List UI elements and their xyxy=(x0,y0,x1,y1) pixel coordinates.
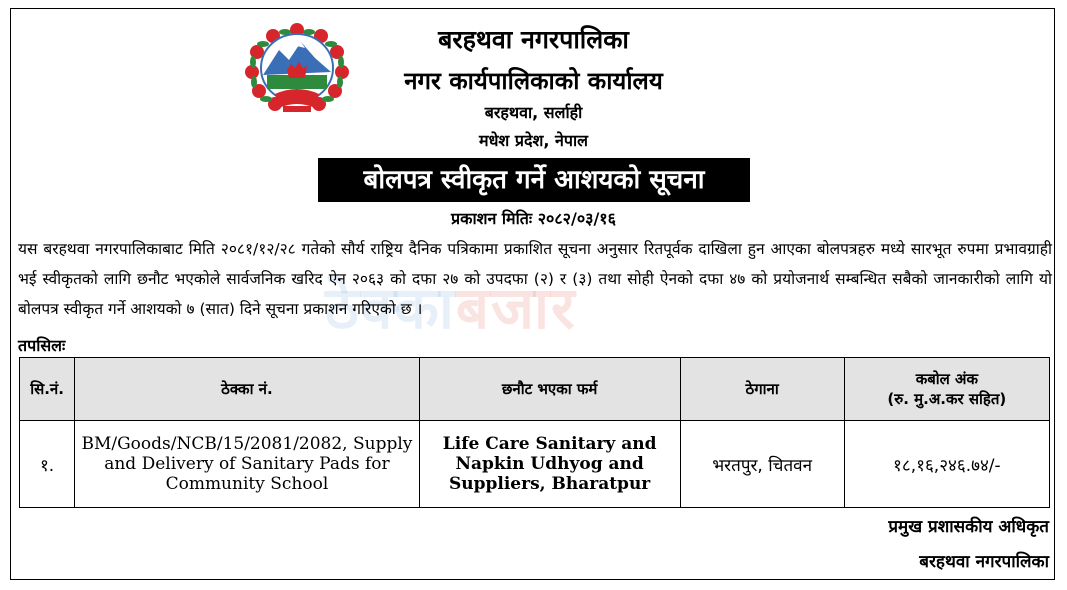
signatory-office: बरहथवा नगरपालिका xyxy=(919,552,1049,572)
header-selected-firm: छनौट भएका फर्म xyxy=(419,358,680,421)
table-row xyxy=(20,421,1050,508)
header-bid-amount xyxy=(844,358,1049,421)
schedule-label: तपसिलः xyxy=(18,336,66,355)
cell-sn: १. xyxy=(20,421,75,508)
org-name: बरहथवा नगरपालिका xyxy=(438,25,629,54)
table-header-row xyxy=(20,358,1050,421)
address-line-2: मधेश प्रदेश, नेपाल xyxy=(479,131,588,150)
office-name: नगर कार्यपालिकाको कार्यालय xyxy=(404,67,663,95)
cell-selected-firm: Life Care Sanitary and Napkin Udhyog and Suppliers, Bharatpur xyxy=(419,421,680,508)
signatory-designation: प्रमुख प्रशासकीय अधिकृत xyxy=(888,517,1049,537)
header-contract-no: ठेक्का नं. xyxy=(75,358,420,421)
tender-table xyxy=(19,357,1050,508)
publication-date: प्रकाशन मितिः २०८२/०३/१६ xyxy=(451,209,616,228)
notice-title: बोलपत्र स्वीकृत गर्ने आशयको सूचना xyxy=(318,158,750,202)
header-bid-amount-line1: कबोल अंक xyxy=(915,370,979,388)
watermark-part-2: बजार xyxy=(455,274,577,342)
header-address: ठेगाना xyxy=(680,358,844,421)
address-line-1: बरहथवा, सर्लाही xyxy=(484,103,583,122)
header-sn: सि.नं. xyxy=(20,358,75,421)
header-bid-amount-line2: (रु. मु.अ.कर सहित) xyxy=(887,390,1007,408)
notice-body: यस बरहथवा नगरपालिकाबाट मिति २०८१/१२/२८ गतेको सौर्य राष्ट्रिय दैनिक पत्रिकामा प्रकाशित सूचना अनुसार रितपूर्वक दाखिला हुन आएका बोलपत्रहरु मध्ये सारभूत रुपमा प्रभावग्राही भई स्वीकृतको लागि छनौट भएकोले सार्वजनिक खरिद ऐन २०६३ को दफा २७ को उपदफा (२) र (३) तथा सोही ऐनको दफा ४७ को प्रयोजनार्थ सम्बन्धित सबैको जानकारीको लागि यो बोलपत्र स्वीकृत गर्ने आशयको ७ (सात) दिने सूचना प्रकाशन गरिएको छ । xyxy=(18,240,1052,318)
watermark-part-1: ठेक्का xyxy=(325,274,456,342)
cell-bid-amount: १८,१६,२४६.७४/- xyxy=(844,421,1049,508)
cell-contract-no: BM/Goods/NCB/15/2081/2082, Supply and Delivery of Sanitary Pads for Community School xyxy=(75,421,420,508)
cell-address: भरतपुर, चितवन xyxy=(680,421,844,508)
